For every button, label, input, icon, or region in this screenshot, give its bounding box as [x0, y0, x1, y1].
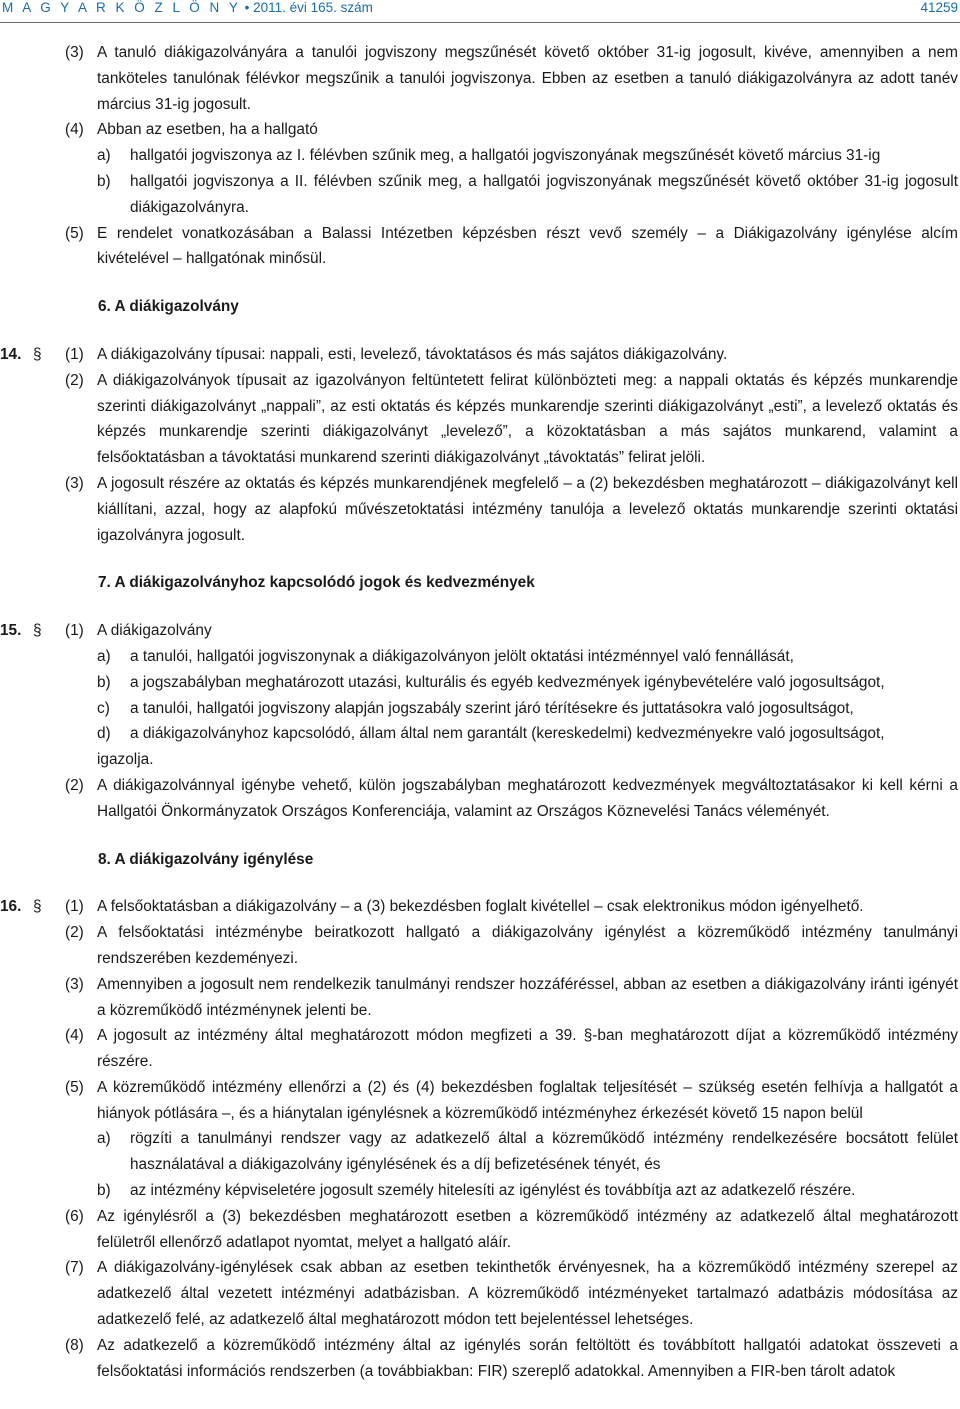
- paragraph-13-3: [0, 40, 958, 117]
- section-sign: §: [33, 622, 42, 640]
- article-number: 15.: [0, 622, 22, 640]
- paragraph-label: (5): [65, 224, 84, 242]
- paragraph-body: [97, 618, 958, 773]
- list-text: az intézmény képviseletére jogosult személy hitelesíti az igénylést és továbbítja azt az adatkezelő részére.: [130, 1182, 856, 1200]
- paragraph-text: A jogosult az intézmény által meghatározott módon megfizeti a 39. §-ban meghatározott díjat a közreműködő intézmény részére.: [97, 1027, 958, 1071]
- article-16-p1: [0, 894, 958, 920]
- paragraph-label: (1): [65, 898, 84, 916]
- paragraph-label: (4): [65, 1027, 84, 1045]
- article-16-p7: [0, 1255, 958, 1332]
- paragraph-text: Az adatkezelő a közreműködő intézmény által az igénylés során feltöltött és továbbított hallgatói adatokat összeveti a felsőoktatási információs rendszerben (a továbbiakban: FIR) szereplő adatokkal. Amennyiben a FIR-ben tárolt adatok: [97, 1336, 958, 1380]
- article-14-p1: [0, 342, 958, 368]
- section-sign: §: [33, 345, 42, 363]
- paragraph-text: Amennyiben a jogosult nem rendelkezik tanulmányi rendszer hozzáféréssel, abban az esetben a diákigazolvány iránti igényét a közreműködő intézménynek jelenti be.: [97, 975, 958, 1019]
- paragraph-label: (3): [65, 474, 84, 492]
- list-label: d): [97, 725, 111, 743]
- paragraph-text: Az igénylésről a (3) bekezdésben meghatározott esetben a közreműködő intézmény az adatkezelő által meghatározott felületről ellenőrző adatlapot nyomtat, melyet a hallgató aláír.: [97, 1207, 958, 1251]
- list-text: a tanulói, hallgatói jogviszonynak a diákigazolványon jelölt oktatási intézménnyel való fennállását,: [130, 647, 794, 665]
- bullet-separator: •: [244, 0, 250, 15]
- list-label: a): [97, 147, 111, 165]
- article-16-p8: [0, 1333, 958, 1385]
- list-text: rögzíti a tanulmányi rendszer vagy az adatkezelő által a közreműködő intézmény rendelkezésére bocsátott felület használatával a diákigazolvány igénylésének és a díj befizetésének tényét, és: [130, 1130, 958, 1174]
- issue-number: 2011. évi 165. szám: [253, 0, 373, 15]
- paragraph-label: (2): [65, 371, 84, 389]
- journal-title: M A G Y A R K Ö Z L Ö N Y: [2, 0, 241, 15]
- paragraph-text: A diákigazolvánnyal igénybe vehető, külön jogszabályban meghatározott kedvezmények megváltoztatásakor ki kell kérni a Hallgatói Önkormányzatok Országos Konferenciája, valamint az Országos Köznevelési Tanács véleményét.: [97, 776, 958, 820]
- list-item-a: [97, 143, 958, 169]
- section-heading-7: 7. A diákigazolványhoz kapcsolódó jogok és kedvezmények: [98, 574, 535, 592]
- paragraph-text: A diákigazolvány típusai: nappali, esti, levelező, távoktatásos és más sajátos diákigazolvány.: [97, 345, 728, 363]
- list-text: hallgatói jogviszonya a II. félévben szűnik meg, a hallgatói jogviszonyának megszűnését követő október 31-ig jogosult diákigazolványra.: [130, 172, 958, 216]
- header-left: [2, 0, 373, 15]
- list-item-b: [97, 670, 958, 696]
- article-number: 16.: [0, 898, 22, 916]
- paragraph-text: A diákigazolvány: [97, 622, 212, 640]
- list-label: b): [97, 172, 111, 190]
- article-14-p3: [0, 471, 958, 548]
- paragraph-label: (7): [65, 1259, 84, 1277]
- article-16-p6: [0, 1204, 958, 1256]
- list-item-a: [97, 644, 958, 670]
- paragraph-label: (2): [65, 776, 84, 794]
- paragraph-label: (1): [65, 345, 84, 363]
- list-item-b: [97, 169, 958, 221]
- article-14-p2: [0, 368, 958, 471]
- list-text: hallgatói jogviszonya az I. félévben szűnik meg, a hallgatói jogviszonyának megszűnését követő március 31-ig: [130, 147, 881, 165]
- paragraph-body: [97, 1075, 958, 1204]
- article-16-p3: [0, 972, 958, 1024]
- paragraph-13-4: [0, 117, 958, 220]
- running-header: [0, 0, 960, 23]
- list-label: b): [97, 673, 111, 691]
- paragraph-label: (3): [65, 44, 84, 61]
- paragraph-label: (2): [65, 924, 84, 942]
- article-15-p1: [0, 618, 958, 773]
- list-label: a): [97, 647, 111, 665]
- paragraph-label: (1): [65, 622, 84, 640]
- section-sign: §: [33, 898, 42, 916]
- paragraph-body: [97, 117, 958, 220]
- list-text: a tanulói, hallgatói jogviszony alapján jogszabály szerint járó térítésekre és juttatásokra való jogosultságot,: [130, 699, 854, 717]
- paragraph-text: A felsőoktatási intézménybe beiratkozott hallgató a diákigazolvány igénylést a közreműködő intézmény tanulmányi rendszerében kezdeményezi.: [97, 924, 958, 967]
- list-label: c): [97, 699, 110, 717]
- list-item-c: [97, 696, 958, 722]
- page-number: 41259: [920, 0, 958, 15]
- paragraph-label: (6): [65, 1207, 84, 1225]
- section-heading-8: 8. A diákigazolvány igénylése: [98, 850, 314, 868]
- article-16-p2: [0, 920, 958, 972]
- paragraph-text: Abban az esetben, ha a hallgató: [97, 121, 318, 139]
- article-15-p2: [0, 773, 958, 825]
- document-body: [0, 40, 958, 1384]
- paragraph-13-5: [0, 221, 958, 273]
- paragraph-label: (3): [65, 975, 84, 993]
- list-item-d: [97, 721, 958, 747]
- list-text: a diákigazolványhoz kapcsolódó, állam által nem garantált (kereskedelmi) kedvezményekre való jogosultságot,: [130, 725, 885, 743]
- list-text: a jogszabályban meghatározott utazási, kulturális és egyéb kedvezmények igénybevételére való jogosultságot,: [130, 673, 885, 691]
- paragraph-text: E rendelet vonatkozásában a Balassi Intézetben képzésben részt vevő személy – a Diákigazolvány igénylése alcím kivételével – hallgatónak minősül.: [97, 224, 958, 268]
- article-number: 14.: [0, 345, 22, 363]
- paragraph-label: (8): [65, 1336, 84, 1354]
- article-16-p4: [0, 1023, 958, 1075]
- paragraph-text: A tanuló diákigazolványára a tanulói jogviszony megszűnését követő október 31-ig jogosult, kivéve, amennyiben a nem tanköteles tanulónak félévkor megszűnik a tanulói jogviszonya. Ebben az esetben a tanuló diákigazolványra az adott tanév március 31-ig jogosult.: [97, 44, 958, 113]
- paragraph-text: A jogosult részére az oktatás és képzés munkarendjének megfelelő – a (2) bekezdésben meghatározott – diákigazolványt kell kiállítani, azzal, hogy az alapfokú művészetoktatási intézmény tanulója a levelező oktatás munkarendje szerinti oktatási igazolványra jogosult.: [97, 474, 958, 544]
- list-item-b: [97, 1178, 958, 1204]
- closing-text: igazolja.: [97, 751, 154, 769]
- list-item-a: [97, 1126, 958, 1178]
- paragraph-label: (5): [65, 1078, 84, 1096]
- list-label: a): [97, 1130, 111, 1148]
- paragraph-text: A diákigazolványok típusait az igazolványon feltüntetett felirat különbözteti meg: a nappali oktatás és képzés munkarendje szerinti diákigazolványt „nappali”, az esti oktatás és képzés munkarendje szerinti diákigazolványt „esti”, a levelező oktatás és képzés munkarendje szerinti diákigazolványt „levelező”, a közoktatásban a más sajátos munkarend, valamint a felsőoktatásban a távoktatási munkarend szerinti diákigazolványt „távoktatás” felirat jelöli.: [97, 371, 958, 467]
- paragraph-label: (4): [65, 121, 84, 139]
- paragraph-text: A felsőoktatásban a diákigazolvány – a (3) bekezdésben foglalt kivétellel – csak elektronikus módon igényelhető.: [97, 898, 864, 916]
- paragraph-text: A közreműködő intézmény ellenőrzi a (2) és (4) bekezdésben foglaltak teljesítését – szükség esetén felhívja a hallgatót a hiányok pótlására –, és a hiánytalan igénylésnek a közreműködő intézményhez érkezését követő 15 napon belül: [97, 1078, 958, 1122]
- paragraph-text: A diákigazolvány-igénylések csak abban az esetben tekinthetők érvényesnek, ha a közreműködő intézmény szerepel az adatkezelő által vezetett intézményi adatbázisban. A közreműködő intézményeket tartalmazó adatbázis módosítása az adatkezelő felé, az adatkezelő által meghatározott módon tett bejelentéssel lehetséges.: [97, 1259, 958, 1329]
- list-label: b): [97, 1182, 111, 1200]
- section-heading-6: 6. A diákigazolvány: [98, 298, 239, 316]
- article-16-p5: [0, 1075, 958, 1204]
